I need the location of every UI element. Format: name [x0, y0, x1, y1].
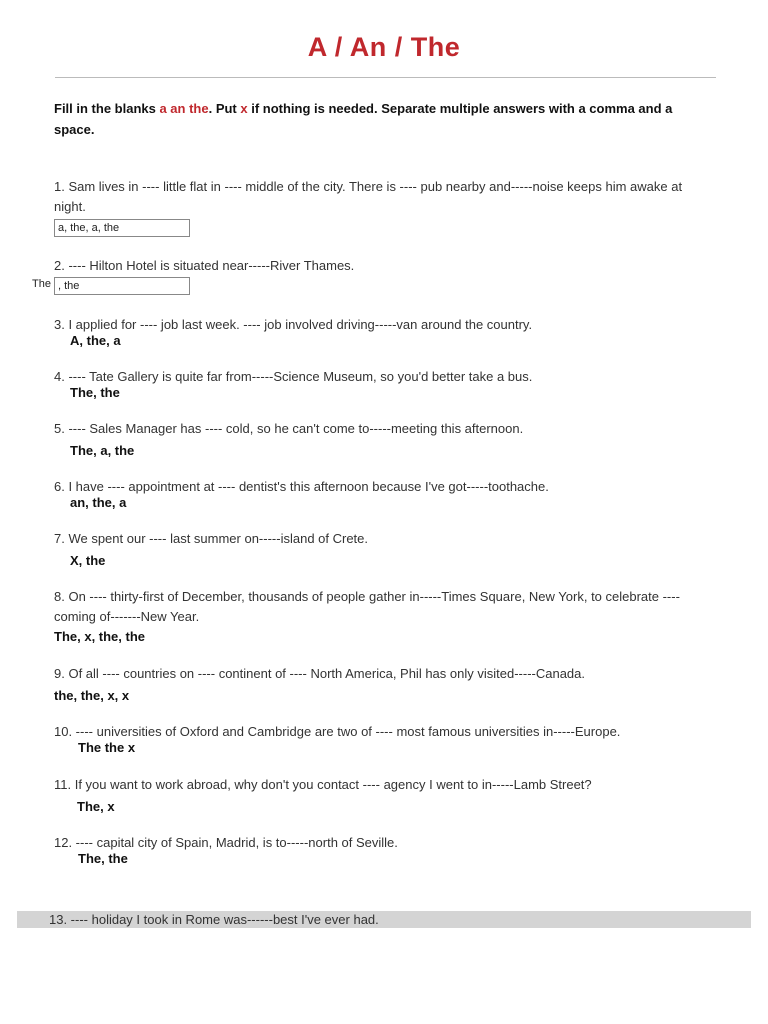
- question-12: 12. ---- capital city of Spain, Madrid, is to-----north of Seville.: [54, 835, 398, 850]
- answer-5: The, a, the: [70, 443, 135, 458]
- answer-input-2[interactable]: [54, 277, 190, 295]
- answer-3: A, the, a: [70, 333, 121, 348]
- answer-9: the, the, x, x: [54, 688, 130, 703]
- answer-12: The, the: [78, 851, 128, 866]
- title-divider: [55, 77, 716, 78]
- question-9: 9. Of all ---- countries on ---- continent of ---- North America, Phil has only visited-----Canada.: [54, 666, 586, 681]
- question-3: 3. I applied for ---- job last week. ---- job involved driving-----van around the country.: [54, 317, 533, 332]
- question-1: 1. Sam lives in ---- little flat in ---- middle of the city. There is ---- pub nearby and-----noise keeps him awake at night.: [54, 179, 683, 214]
- answer-4: The, the: [70, 385, 120, 400]
- question-8: 8. On ---- thirty-first of December, thousands of people gather in-----Times Square, New York, to celebrate ---- coming of-------New Year.: [54, 589, 680, 624]
- instructions: [54, 98, 714, 140]
- page-title: A / An / The: [307, 32, 461, 62]
- instructions-mid: . Put: [208, 101, 241, 116]
- question-2: 2. ---- Hilton Hotel is situated near-----River Thames.: [54, 258, 355, 273]
- question-11: 11. If you want to work abroad, why don't you contact ---- agency I went to in-----Lamb Street?: [54, 777, 592, 792]
- instructions-x: x: [240, 101, 248, 116]
- question-7: 7. We spent our ---- last summer on-----island of Crete.: [54, 531, 369, 546]
- instructions-post: if nothing is needed. Separate multiple answers with a comma and a space.: [54, 101, 673, 137]
- question-10: 10. ---- universities of Oxford and Cambridge are two of ---- most famous universities in-----Europe.: [54, 724, 621, 739]
- answer-11: The, x: [77, 799, 115, 814]
- answer-input-1[interactable]: [54, 219, 190, 237]
- answer-6: an, the, a: [70, 495, 127, 510]
- question-13: 13. ---- holiday I took in Rome was------best I've ever had.: [49, 912, 379, 927]
- answer-10: The the x: [78, 740, 136, 755]
- question-4: 4. ---- Tate Gallery is quite far from-----Science Museum, so you'd better take a bus.: [54, 369, 533, 384]
- answer-7: X, the: [70, 553, 106, 568]
- answer-stray-text-2: The: [32, 278, 51, 290]
- instructions-options: a an the: [159, 101, 209, 116]
- question-6: 6. I have ---- appointment at ---- dentist's this afternoon because I've got-----toothache.: [54, 479, 549, 494]
- question-5: 5. ---- Sales Manager has ---- cold, so he can't come to-----meeting this afternoon.: [54, 421, 524, 436]
- answer-8: The, x, the, the: [54, 629, 146, 644]
- instructions-pre: Fill in the blanks: [54, 101, 160, 116]
